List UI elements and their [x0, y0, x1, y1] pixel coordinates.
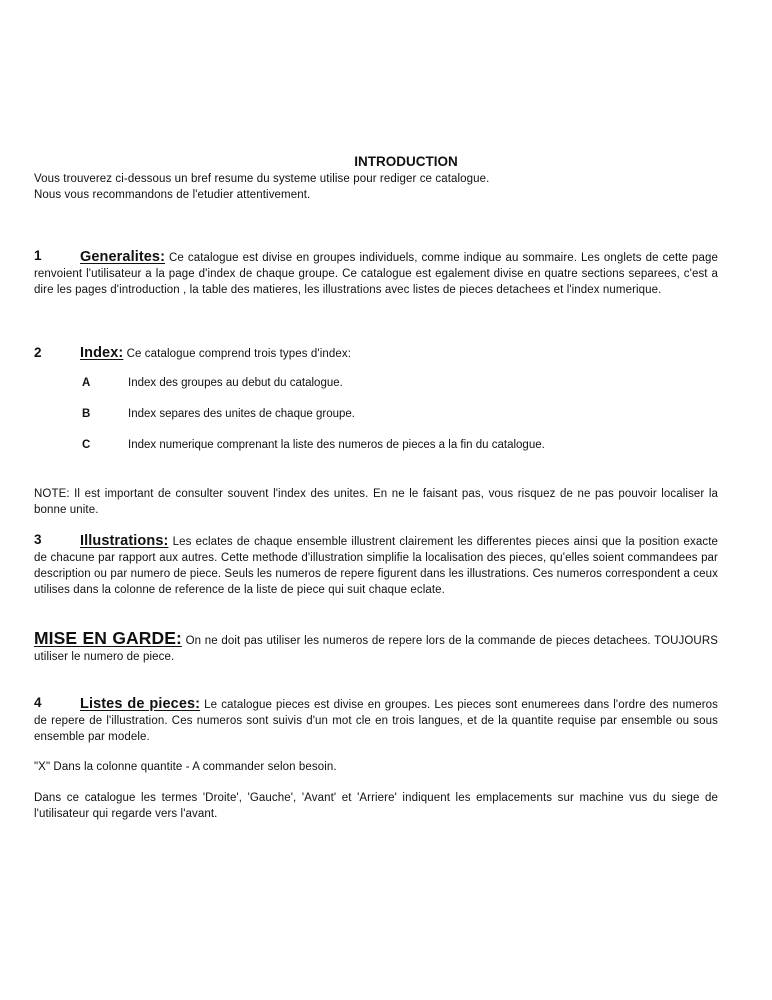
section-3-paragraph — [34, 533, 718, 598]
section-4-number: 4 — [34, 695, 42, 710]
section-1-text: Ce catalogue est divise en groupes individuels, comme indique au sommaire. Les onglets de cette page renvoient l'utilisateur a la page d'index de chaque groupe. Ce catalogue est egalement divise en quatre sections separees, c'est a dire les pages d'introduction , la table des matieres, les illustrations avec listes de pieces detachees et l'index numerique. — [34, 252, 718, 296]
index-item-c-letter: C — [82, 439, 91, 451]
section-4-paragraph — [34, 696, 718, 745]
section-2-paragraph — [80, 345, 351, 362]
page-title: INTRODUCTION — [354, 154, 458, 169]
index-item-b-letter: B — [82, 408, 91, 420]
index-item-b-text: Index separes des unites de chaque groupe. — [128, 408, 355, 420]
intro-line-2: Nous vous recommandons de l'etudier attentivement. — [34, 189, 311, 201]
warning-paragraph — [34, 630, 718, 665]
section-1-heading: Generalites: — [80, 249, 166, 265]
section-1-paragraph — [34, 249, 718, 298]
intro-line-1: Vous trouverez ci-dessous un bref resume du systeme utilise pour rediger ce catalogue. — [34, 173, 490, 185]
warning-text: On ne doit pas utiliser les numeros de repere lors de la commande de pieces detachees. TOUJOURS utiliser le numero de piece. — [34, 635, 718, 663]
index-item-c-text: Index numerique comprenant la liste des numeros de pieces a la fin du catalogue. — [128, 439, 545, 451]
quantity-x-note: "X" Dans la colonne quantite - A commander selon besoin. — [34, 761, 337, 773]
warning-heading: MISE EN GARDE: — [34, 628, 182, 648]
index-note: NOTE: Il est important de consulter souvent l'index des unites. En ne le faisant pas, vous risquez de ne pas pouvoir localiser la bonne unite. — [34, 488, 718, 516]
section-4-text: Le catalogue pieces est divise en groupes. Les pieces sont enumerees dans l'ordre des numeros de repere de l'illustration. Ces numeros sont suivis d'un mot cle en trois langues, et de la quantite requise par ensemble ou sous ensemble par modele. — [34, 699, 718, 743]
section-3-heading: Illustrations: — [80, 533, 169, 549]
section-2-text: Ce catalogue comprend trois types d'index: — [123, 348, 351, 360]
section-2-number: 2 — [34, 345, 42, 360]
section-4-heading: Listes de pieces: — [80, 696, 201, 712]
section-2-heading: Index: — [80, 345, 124, 361]
index-item-a-text: Index des groupes au debut du catalogue. — [128, 377, 343, 389]
section-1-number: 1 — [34, 248, 42, 263]
section-3-number: 3 — [34, 532, 42, 547]
index-item-a-letter: A — [82, 377, 91, 389]
orientation-note: Dans ce catalogue les termes 'Droite', 'Gauche', 'Avant' et 'Arriere' indiquent les emplacements sur machine vus du siege de l'utilisateur qui regarde vers l'avant. — [34, 792, 718, 820]
section-3-text: Les eclates de chaque ensemble illustrent clairement les differentes pieces ainsi que la position exacte de chacune par rapport aux autres. Cette methode d'illustration simplifie la localisation des pieces, qu'elles soient commandees par description ou par numero de piece. Seuls les numeros de repere figurent dans les illustrations. Ces numeros correspondent a ceux utilises dans la colonne de reference de la liste de piece qui suit chaque eclate. — [34, 536, 718, 596]
